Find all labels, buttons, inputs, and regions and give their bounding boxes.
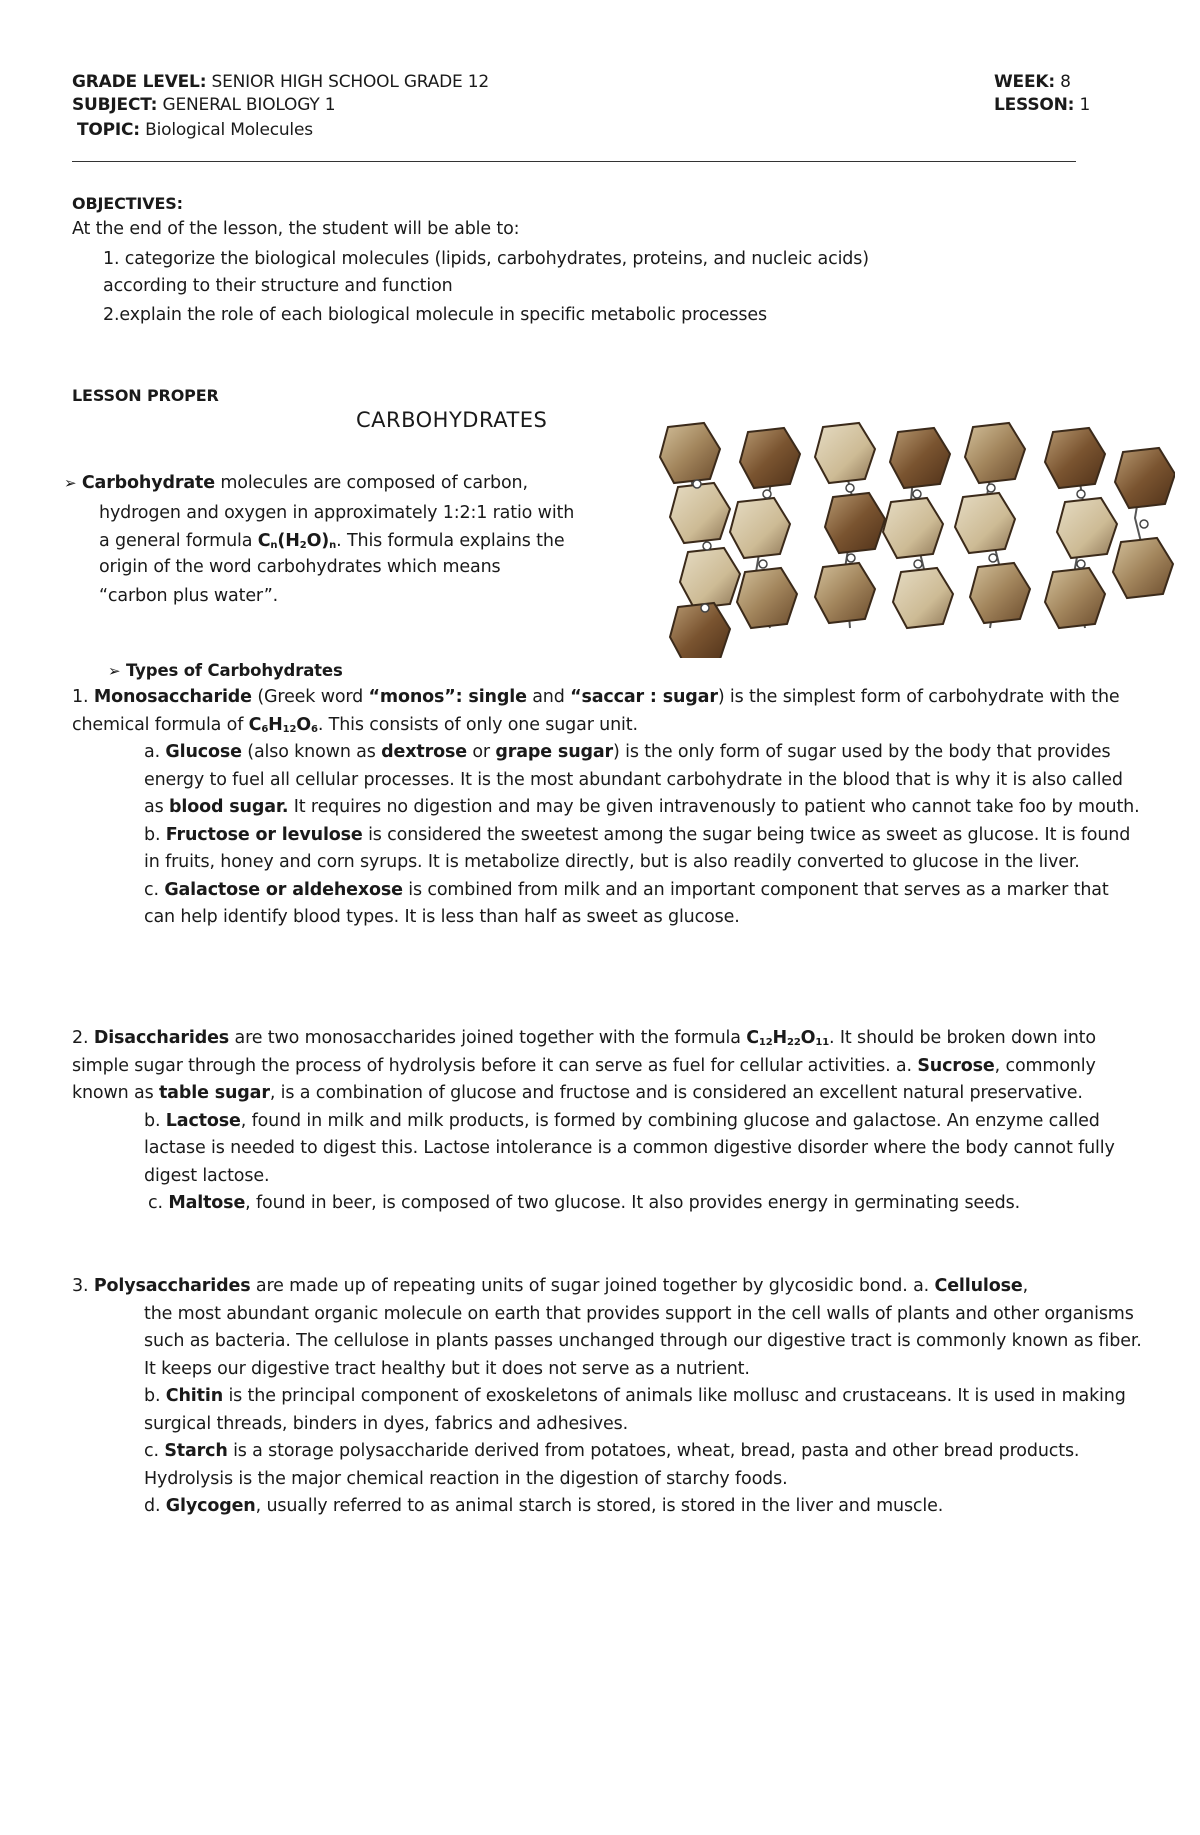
monosaccharide-definition	[72, 684, 1142, 739]
item-label: b.	[144, 1110, 166, 1131]
item-label: c.	[144, 879, 165, 900]
text-span: are made up of repeating units of sugar joined together by glycosidic bond. a.	[250, 1276, 935, 1296]
topic-value: Biological Molecules	[145, 120, 313, 140]
item-label: c.	[144, 1441, 165, 1461]
text-span: ) is the simplest form of carbohydrate with the chemical formula of	[72, 687, 1120, 735]
objective-2: 2.explain the role of each biological molecule in specific metabolic processes	[103, 305, 767, 325]
disaccharide-definition	[72, 1025, 1142, 1108]
text-span: is the principal component of exoskeletons of animals like mollusc and crustaceans. It is used in making surgical threads, binders in dyes, fabrics and adhesives.	[144, 1386, 1126, 1434]
header-topic	[77, 119, 313, 142]
bold-span: grape sugar	[495, 742, 614, 762]
text-span: are two monosaccharides joined together with the formula	[229, 1028, 747, 1048]
week-value: 8	[1060, 72, 1071, 92]
disaccharide-formula: $C_{12}H_{22}O_{11}$	[746, 1028, 830, 1048]
text-span: (Greek word	[251, 687, 369, 707]
item-number: 3.	[72, 1276, 94, 1296]
polysaccharide-term: Polysaccharides	[93, 1276, 251, 1296]
text-span: , found in milk and milk products, is formed by combining glucose and galactose. An enzyme called lactase is needed to digest this. Lactose intolerance is a common digestive disorder where the body cannot fully digest lactose.	[144, 1110, 1115, 1186]
lactose-term: Lactose	[165, 1110, 241, 1131]
lesson-label: LESSON:	[994, 95, 1075, 115]
objectives-heading: OBJECTIVES:	[72, 194, 183, 213]
text-span: ) is the only form of sugar used by the body that provides energy to fuel all cellular processes. It is the most abundant carbohydrate in the blood that is why it is also called as	[144, 742, 1123, 817]
header-lesson	[994, 94, 1090, 117]
fructose-item	[72, 822, 1142, 877]
glucose-term: Glucose	[165, 742, 242, 762]
lactose-item	[72, 1108, 1142, 1191]
carb-intro-line-3	[99, 528, 564, 555]
header-week	[994, 71, 1071, 94]
objectives-intro: At the end of the lesson, the student will be able to:	[72, 219, 520, 239]
carb-intro-line-1	[64, 470, 528, 497]
arrow-bullet-icon: ➢	[64, 474, 77, 492]
bold-span: table sugar	[158, 1083, 270, 1103]
item-label: b.	[144, 824, 166, 845]
item-number: 2.	[72, 1028, 94, 1048]
arrow-bullet-icon: ➢	[108, 662, 121, 680]
carb-intro-line-4: origin of the word carbohydrates which means	[99, 557, 501, 577]
text-span: , is a combination of glucose and fructose and is considered an excellent natural preservative.	[269, 1083, 1083, 1103]
maltose-term: Maltose	[168, 1193, 246, 1213]
disaccharide-term: Disaccharides	[93, 1028, 230, 1048]
carb-intro-term: Carbohydrate	[81, 473, 215, 493]
text-span: and	[526, 687, 571, 707]
text-span: . It should be broken down into simple sugar through the process of hydrolysis before it can serve as fuel for cellular activities. a.	[72, 1028, 1096, 1076]
text-span: , commonly known as	[72, 1055, 1096, 1103]
chitin-term: Chitin	[165, 1386, 224, 1406]
types-heading-line	[108, 657, 343, 685]
lesson-heading: LESSON PROPER	[72, 386, 219, 405]
glycogen-item	[72, 1493, 1142, 1521]
header-grade	[72, 71, 489, 94]
sucrose-term: Sucrose	[917, 1055, 995, 1076]
header-divider	[72, 161, 1076, 162]
bold-span: “monos”: single	[368, 687, 527, 707]
galactose-item	[72, 877, 1142, 932]
text-span: . This consists of only one sugar unit.	[317, 714, 638, 735]
objective-1-line-2: according to their structure and function	[103, 276, 453, 296]
cellulose-item: the most abundant organic molecule on earth that provides support in the cell walls of plants and other organisms such as bacteria. The cellulose in plants passes unchanged through our digestive tract is commonly known as fiber. It keeps our digestive tract healthy but it does not serve as a nutrient.	[144, 1303, 1142, 1379]
chitin-item	[72, 1383, 1142, 1438]
text-span: , usually referred to as animal starch is stored, is stored in the liver and muscle.	[255, 1496, 944, 1516]
monosaccharide-section	[72, 684, 1142, 932]
topic-label: TOPIC:	[77, 120, 140, 140]
types-heading: Types of Carbohydrates	[126, 661, 343, 680]
item-number: 1.	[72, 687, 94, 707]
text-span: , found in beer, is composed of two glucose. It also provides energy in germinating seeds.	[245, 1193, 1020, 1213]
maltose-item	[72, 1190, 1142, 1218]
item-label: d.	[144, 1496, 166, 1516]
glycogen-term: Glycogen	[165, 1496, 256, 1516]
objective-1-line-1: 1. categorize the biological molecules (lipids, carbohydrates, proteins, and nucleic acids)	[103, 249, 869, 269]
subject-value: GENERAL BIOLOGY 1	[162, 95, 336, 115]
item-label: b.	[144, 1386, 166, 1406]
galactose-term: Galactose or aldehexose	[164, 879, 403, 900]
text-span: is combined from milk and an important component that serves as a marker that can help identify blood types. It is less than half as sweet as glucose.	[144, 879, 1109, 927]
grade-value: SENIOR HIGH SCHOOL GRADE 12	[211, 72, 490, 92]
disaccharide-section	[72, 1025, 1142, 1218]
text-span: is considered the sweetest among the sugar being twice as sweet as glucose. It is found in fruits, honey and corn syrups. It is metabolize directly, but is also readily converted to glucose in the liver.	[144, 824, 1131, 872]
text-span: or	[466, 742, 496, 762]
subject-label: SUBJECT:	[72, 95, 158, 115]
text-span: ,	[1022, 1276, 1029, 1296]
text-span: is a storage polysaccharide derived from potatoes, wheat, bread, pasta and other bread products. Hydrolysis is the major chemical reaction in the digestion of starchy foods.	[144, 1441, 1080, 1489]
carb-intro-text-1: molecules are composed of carbon,	[214, 473, 528, 493]
grade-label: GRADE LEVEL:	[72, 72, 207, 92]
header-subject	[72, 94, 335, 117]
text-span: It requires no digestion and may be given intravenously to patient who cannot take foo by mouth.	[288, 797, 1140, 817]
cellulose-term: Cellulose	[934, 1276, 1023, 1296]
carb-intro-text-3b: . This formula explains the	[336, 531, 565, 551]
week-label: WEEK:	[994, 72, 1055, 92]
carb-intro-line-2: hydrogen and oxygen in approximately 1:2:1 ratio with	[99, 503, 575, 523]
item-label: c.	[148, 1193, 169, 1213]
starch-term: Starch	[164, 1441, 228, 1461]
monosaccharide-formula: $C_6H_{12}O_6$	[248, 714, 318, 735]
glucose-item	[72, 739, 1142, 822]
starch-item	[72, 1438, 1142, 1493]
polysaccharide-definition	[72, 1273, 1142, 1301]
bold-span: dextrose	[381, 742, 467, 762]
fructose-term: Fructose or levulose	[165, 824, 363, 845]
polysaccharide-section	[72, 1273, 1142, 1521]
lesson-value: 1	[1079, 95, 1091, 115]
carb-general-formula: $C_n(H_2O)_n$	[257, 531, 337, 551]
item-label: a.	[144, 742, 166, 762]
monosaccharide-term: Monosaccharide	[93, 687, 252, 707]
carb-intro-text-3a: a general formula	[99, 531, 258, 551]
page-title: CARBOHYDRATES	[356, 408, 548, 432]
polysaccharide-chain-illustration	[655, 418, 1175, 658]
carb-intro-line-5: “carbon plus water”.	[99, 586, 279, 606]
bold-span: “saccar : sugar	[570, 687, 718, 707]
text-span: (also known as	[241, 742, 382, 762]
bold-span: blood sugar.	[168, 797, 289, 817]
